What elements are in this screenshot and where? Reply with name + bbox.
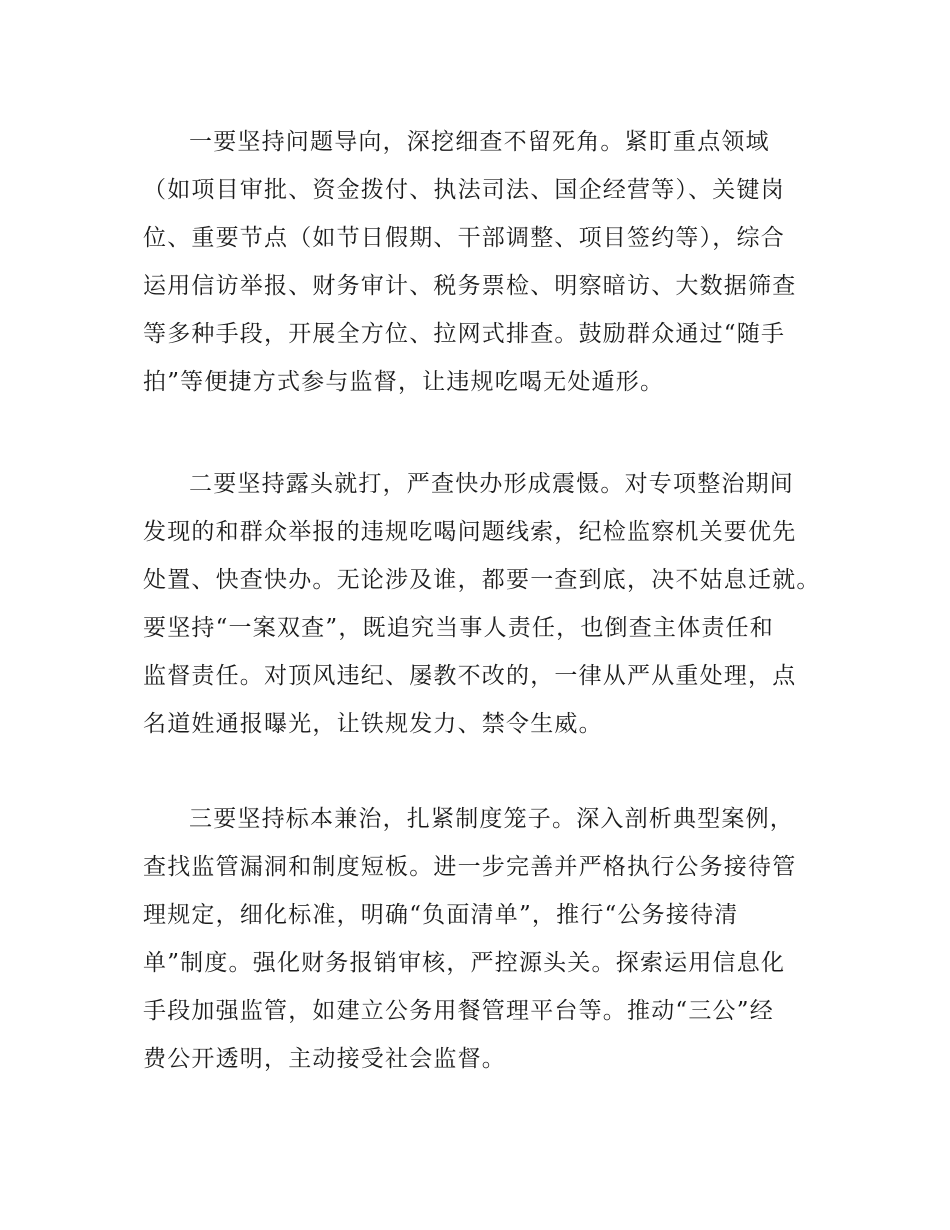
- paragraph-3: [143, 795, 823, 1083]
- paragraph-line: 发现的和群众举报的违规吃喝问题线索，纪检监察机关要优先: [143, 519, 797, 545]
- paragraph-line: 要坚持“一案双查”，既追究当事人责任，也倒查主体责任和: [143, 615, 774, 641]
- paragraph-line: 名道姓通报曝光，让铁规发力、禁令生威。: [143, 711, 603, 737]
- paragraph-line: 监督责任。对顶风违纪、屡教不改的，一律从严从重处理，点: [143, 663, 797, 689]
- paragraph-line: （如项目审批、资金拨付、执法司法、国企经营等）、关键岗: [143, 177, 785, 203]
- paragraph-line: 单”制度。强化财务报销审核，严控源头关。探索运用信息化: [143, 950, 786, 976]
- paragraph-line: 处置、快查快办。无论涉及谁，都要一查到底，决不姑息迁就。: [143, 567, 821, 593]
- paragraph-line: 等多种手段，开展全方位、拉网式排查。鼓励群众通过“随手: [143, 321, 786, 347]
- paragraph-2: [143, 460, 823, 748]
- paragraph-line: 位、重要节点（如节日假期、干部调整、项目签约等），综合: [143, 225, 785, 251]
- paragraph-line: 查找监管漏洞和制度短板。进一步完善并严格执行公务接待管: [143, 854, 797, 880]
- paragraph-line: 三要坚持标本兼治，扎紧制度笼子。深入剖析典型案例，: [189, 806, 794, 832]
- paragraph-line: 一要坚持问题导向，深挖细查不留死角。紧盯重点领域: [189, 129, 770, 155]
- paragraph-line: 理规定，细化标准，明确“负面清单”，推行“公务接待清: [143, 902, 739, 928]
- paragraph-line: 二要坚持露头就打，严查快办形成震慑。对专项整治期间: [189, 471, 794, 497]
- paragraph-1: [143, 118, 823, 406]
- paragraph-line: 拍”等便捷方式参与监督，让违规吃喝无处遁形。: [143, 369, 665, 395]
- paragraph-line: 运用信访举报、财务审计、税务票检、明察暗访、大数据筛查: [143, 273, 797, 299]
- paragraph-line: 手段加强监管，如建立公务用餐管理平台等。推动“三公”经: [143, 998, 774, 1024]
- paragraph-line: 费公开透明，主动接受社会监督。: [143, 1046, 506, 1072]
